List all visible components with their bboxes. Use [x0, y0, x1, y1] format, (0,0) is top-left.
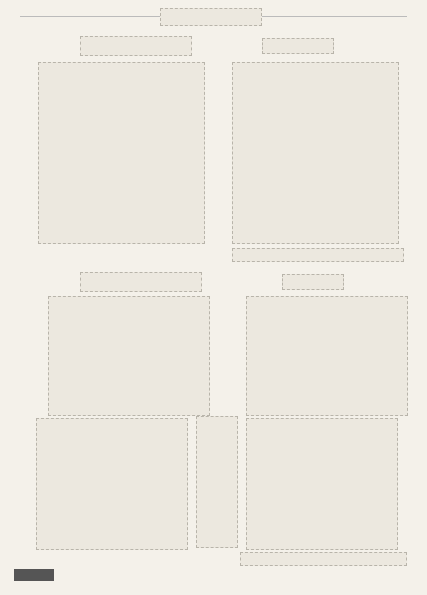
poem-3-address-block [240, 552, 407, 566]
poem-1-left-column-block [38, 62, 205, 244]
poem-2-byline-block [282, 274, 344, 290]
poem-2-left-column-block [48, 296, 210, 416]
page-footer-block [14, 569, 54, 581]
poem-2-title-block [80, 272, 202, 292]
poem-3-vertical-title-block [196, 416, 238, 548]
poem-3-right-column-block [246, 418, 398, 550]
column-heading-block [160, 8, 262, 26]
poem-1-title-block [80, 36, 192, 56]
poem-2-right-column-block [246, 296, 408, 416]
poem-1-address-block [232, 248, 404, 262]
poem-3-left-column-block [36, 418, 188, 550]
poem-1-byline-block [262, 38, 334, 54]
poem-1-right-column-block [232, 62, 399, 244]
